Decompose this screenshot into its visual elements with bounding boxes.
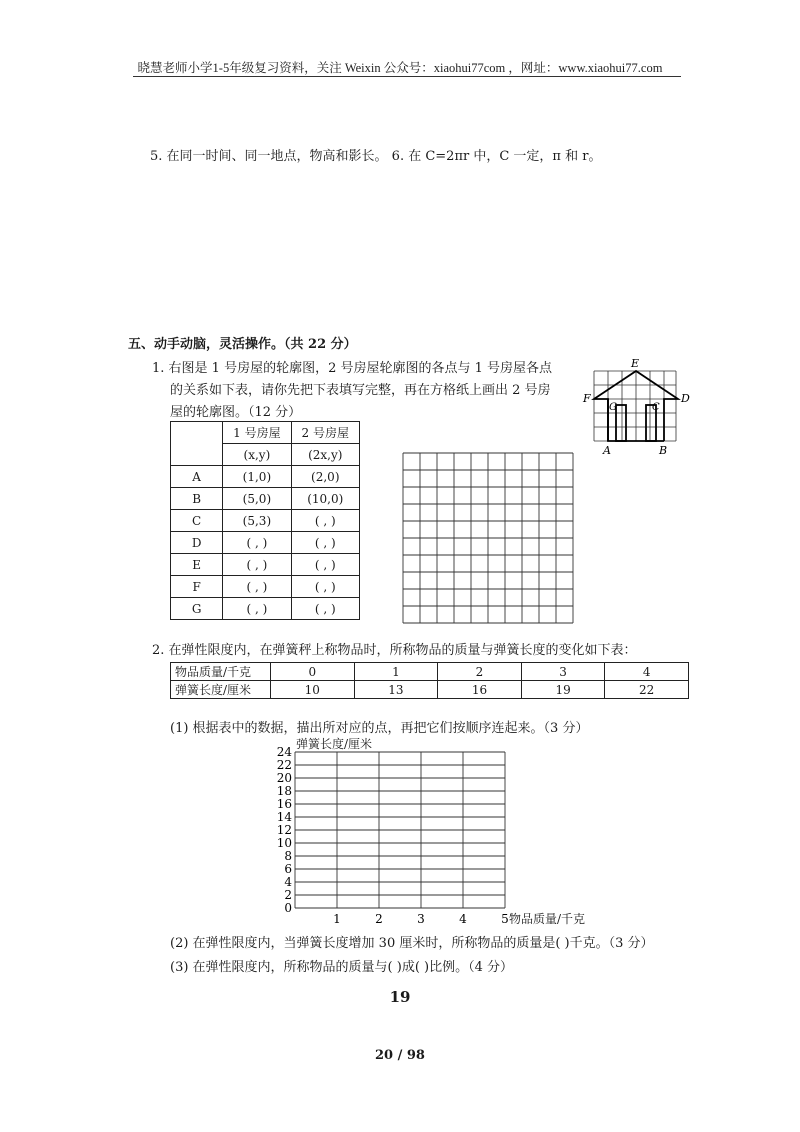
row-label: A bbox=[171, 466, 223, 488]
cell-h1: (5,0) bbox=[223, 488, 291, 510]
house-figure bbox=[580, 355, 695, 460]
label-A: A bbox=[603, 444, 611, 457]
row-label: E bbox=[171, 554, 223, 576]
table-corner bbox=[171, 422, 223, 466]
cell-h2: ( , ) bbox=[291, 532, 359, 554]
cell-h1: (5,3) bbox=[223, 510, 291, 532]
spring-graph bbox=[270, 740, 650, 930]
row-label: C bbox=[171, 510, 223, 532]
q1-line3: 屋的轮廓图。（12 分） bbox=[170, 405, 302, 420]
cell-h1: ( , ) bbox=[223, 598, 291, 620]
mass-cell: 1 bbox=[354, 663, 438, 681]
label-E: E bbox=[631, 357, 640, 370]
q1-line2: 的关系如下表，请你先把下表填写完整，再在方格纸上画出 2 号房 bbox=[170, 383, 551, 398]
row-label: B bbox=[171, 488, 223, 510]
header-divider bbox=[133, 76, 681, 77]
y-tick-label: 0 bbox=[284, 901, 292, 915]
length-cell: 10 bbox=[271, 681, 355, 699]
cell-h2: ( , ) bbox=[291, 510, 359, 532]
q2-part1: (1) 根据表中的数据，描出所对应的点，再把它们按顺序连起来。（3 分） bbox=[170, 721, 589, 736]
cell-h1: (1,0) bbox=[223, 466, 291, 488]
x-tick-label: 5 bbox=[501, 912, 509, 926]
answers-line: 5. 在同一时间、同一地点，物高和影长。 6. 在 C=2πr 中，C 一定，π 和 r。 bbox=[150, 149, 602, 164]
length-cell: 22 bbox=[605, 681, 689, 699]
row-label: G bbox=[171, 598, 223, 620]
graph-xlabel: 物品质量/千克 bbox=[509, 912, 586, 926]
x-tick-label: 3 bbox=[417, 912, 425, 926]
cell-h1: ( , ) bbox=[223, 532, 291, 554]
coordinate-table bbox=[170, 421, 360, 620]
y-tick-label: 22 bbox=[276, 758, 292, 772]
label-G: G bbox=[609, 402, 617, 413]
table-row bbox=[171, 532, 360, 554]
cell-h1: ( , ) bbox=[223, 576, 291, 598]
mass-cell: 4 bbox=[605, 663, 689, 681]
q2-intro: 2. 在弹性限度内，在弹簧秤上称物品时，所称物品的质量与弹簧长度的变化如下表： bbox=[152, 643, 637, 658]
cell-h2: (10,0) bbox=[291, 488, 359, 510]
row-label: D bbox=[171, 532, 223, 554]
section-title: 五、动手动脑，灵活操作。（共 22 分） bbox=[128, 337, 357, 352]
page-number: 19 bbox=[389, 988, 411, 1006]
mass-row-label: 物品质量/千克 bbox=[171, 663, 271, 681]
sub-house2: (2x,y) bbox=[291, 444, 359, 466]
spring-table bbox=[170, 662, 689, 699]
graph-ylabel: 弹簧长度/厘米 bbox=[296, 737, 373, 751]
table-row bbox=[171, 466, 360, 488]
cell-h2: ( , ) bbox=[291, 554, 359, 576]
q2-part2: (2) 在弹性限度内，当弹簧长度增加 30 厘米时，所称物品的质量是( )千克。（3 分） bbox=[170, 936, 654, 951]
y-tick-label: 2 bbox=[284, 888, 292, 902]
pager: 20 / 98 bbox=[375, 1048, 425, 1063]
y-tick-label: 6 bbox=[284, 862, 292, 876]
table-row bbox=[171, 510, 360, 532]
page-header: 晓慧老师小学1-5年级复习资料，关注 Weixin 公众号：xiaohui77com ，网址：www.xiaohui77.com bbox=[137, 61, 663, 75]
x-tick-label: 1 bbox=[333, 912, 341, 926]
cell-h2: ( , ) bbox=[291, 598, 359, 620]
q1-line1: 1. 右图是 1 号房屋的轮廓图，2 号房屋轮廓图的各点与 1 号房屋各点 bbox=[152, 361, 553, 376]
label-D: D bbox=[681, 392, 690, 405]
grid-paper bbox=[402, 452, 578, 628]
mass-cell: 2 bbox=[438, 663, 522, 681]
cell-h2: ( , ) bbox=[291, 576, 359, 598]
cell-h1: ( , ) bbox=[223, 554, 291, 576]
row-label: F bbox=[171, 576, 223, 598]
y-tick-label: 12 bbox=[276, 823, 292, 837]
label-F: F bbox=[583, 392, 591, 405]
length-row-label: 弹簧长度/厘米 bbox=[171, 681, 271, 699]
label-C: C bbox=[652, 402, 660, 413]
y-tick-label: 24 bbox=[276, 745, 292, 759]
length-cell: 16 bbox=[438, 681, 522, 699]
table-row bbox=[171, 598, 360, 620]
table-row bbox=[171, 488, 360, 510]
y-tick-label: 10 bbox=[276, 836, 292, 850]
table-row bbox=[171, 576, 360, 598]
x-tick-label: 4 bbox=[459, 912, 467, 926]
table-row bbox=[171, 554, 360, 576]
cell-h2: (2,0) bbox=[291, 466, 359, 488]
sub-house1: (x,y) bbox=[223, 444, 291, 466]
label-B: B bbox=[659, 444, 668, 457]
q2-part3: (3) 在弹性限度内，所称物品的质量与( )成( )比例。（4 分） bbox=[170, 960, 514, 975]
mass-cell: 3 bbox=[521, 663, 605, 681]
col-house1: 1 号房屋 bbox=[223, 422, 291, 444]
mass-cell: 0 bbox=[271, 663, 355, 681]
y-tick-label: 18 bbox=[276, 784, 292, 798]
x-tick-label: 2 bbox=[375, 912, 383, 926]
length-cell: 19 bbox=[521, 681, 605, 699]
col-house2: 2 号房屋 bbox=[291, 422, 359, 444]
y-tick-label: 20 bbox=[276, 771, 292, 785]
y-tick-label: 8 bbox=[284, 849, 292, 863]
y-tick-label: 16 bbox=[276, 797, 292, 811]
y-tick-label: 4 bbox=[284, 875, 292, 889]
y-tick-label: 14 bbox=[276, 810, 292, 824]
length-cell: 13 bbox=[354, 681, 438, 699]
